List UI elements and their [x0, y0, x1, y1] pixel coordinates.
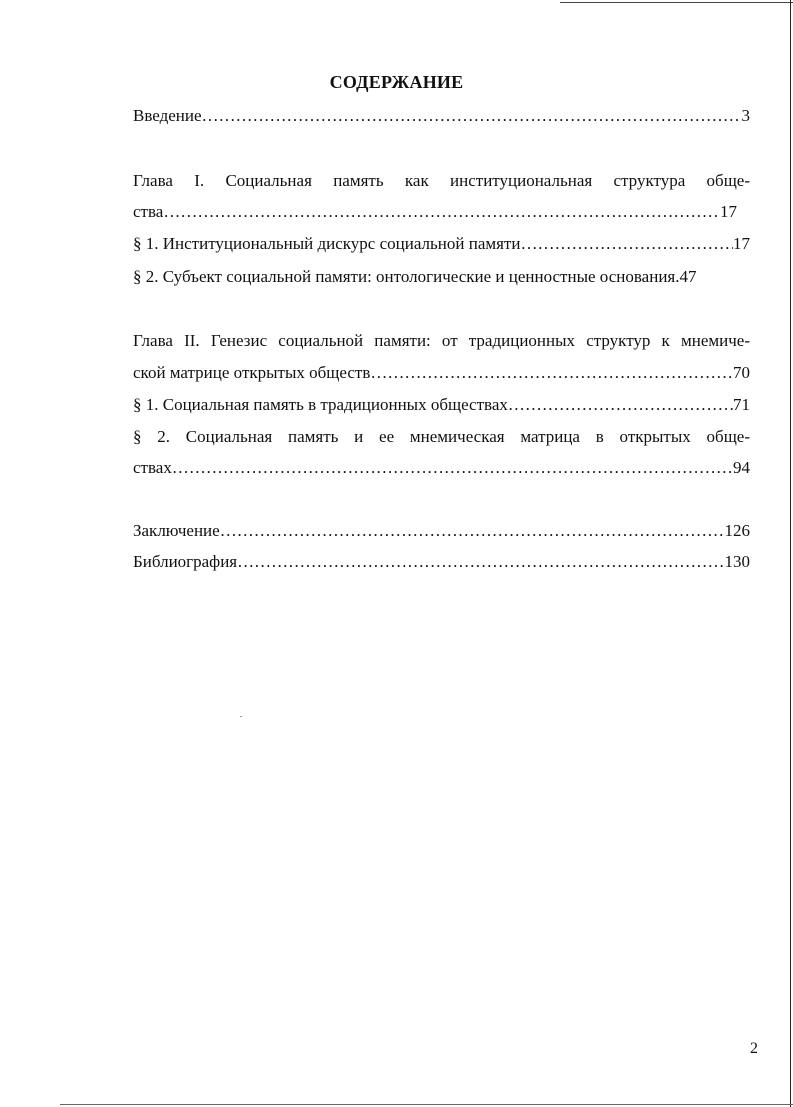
toc-entry-ch2-sec1: [133, 393, 750, 417]
toc-entry-chapter2: [133, 361, 750, 385]
toc-entry-page: 94: [733, 458, 750, 477]
leader-dots: [163, 200, 720, 224]
leader-dots: [508, 393, 733, 417]
toc-entry-chapter1: [133, 200, 737, 224]
page-number: 2: [750, 1040, 758, 1057]
leader-dots: [520, 232, 733, 256]
leader-dots: [370, 361, 733, 385]
toc-entry-page: 71: [733, 395, 750, 414]
toc-entry-bibliography: [133, 550, 750, 574]
toc-entry-page: 126: [724, 521, 750, 540]
toc-chapter2-heading: Глава II. Генезис социальной памяти: от традиционных структур к мнемиче-: [133, 331, 750, 350]
toc-entry-conclusion: [133, 519, 750, 543]
toc-entry-label: § 1. Социальная память в традиционных обществах: [133, 395, 508, 414]
toc-entry-label: ской матрице открытых обществ: [133, 363, 371, 382]
toc-entry-page: 17: [733, 234, 750, 253]
leader-dots: [202, 104, 742, 128]
leader-dots: [172, 456, 733, 480]
scan-edge-right: [790, 0, 791, 1107]
toc-entry-label: § 2. Субъект социальной памяти: онтологические и ценностные основания.: [133, 267, 680, 286]
toc-entry-page: 17: [720, 202, 737, 221]
toc-entry-label: Введение: [133, 106, 202, 125]
toc-entry-label: Заключение: [133, 521, 220, 540]
toc-entry-label: ствах: [133, 458, 172, 477]
leader-dots: [220, 519, 725, 543]
toc-entry-ch2-sec2: [133, 456, 750, 480]
toc-chapter1-heading: Глава I. Социальная память как институциональная структура обще-: [133, 171, 750, 190]
toc-entry-label: Библиография: [133, 552, 238, 571]
scan-edge-top: [560, 2, 793, 3]
scan-edge-bottom: [60, 1104, 793, 1105]
toc-entry-ch1-sec1: [133, 232, 750, 256]
scan-speck: [240, 716, 242, 717]
toc-entry-label: ства: [133, 202, 164, 221]
toc-ch2-sec2-heading: § 2. Социальная память и ее мнемическая матрица в открытых обще-: [133, 427, 750, 446]
toc-entry-page: 70: [733, 363, 750, 382]
toc-entry-ch1-sec2: [133, 265, 750, 289]
toc-entry-page: 3: [741, 106, 750, 125]
page-title: СОДЕРЖАНИЕ: [329, 72, 464, 92]
leader-dots: [237, 550, 724, 574]
toc-entry-page: 130: [724, 552, 750, 571]
toc-entry-page: 47: [679, 267, 697, 286]
toc-entry-intro: [133, 104, 750, 128]
toc-entry-label: § 1. Институциональный дискурс социальной памяти: [133, 234, 521, 253]
